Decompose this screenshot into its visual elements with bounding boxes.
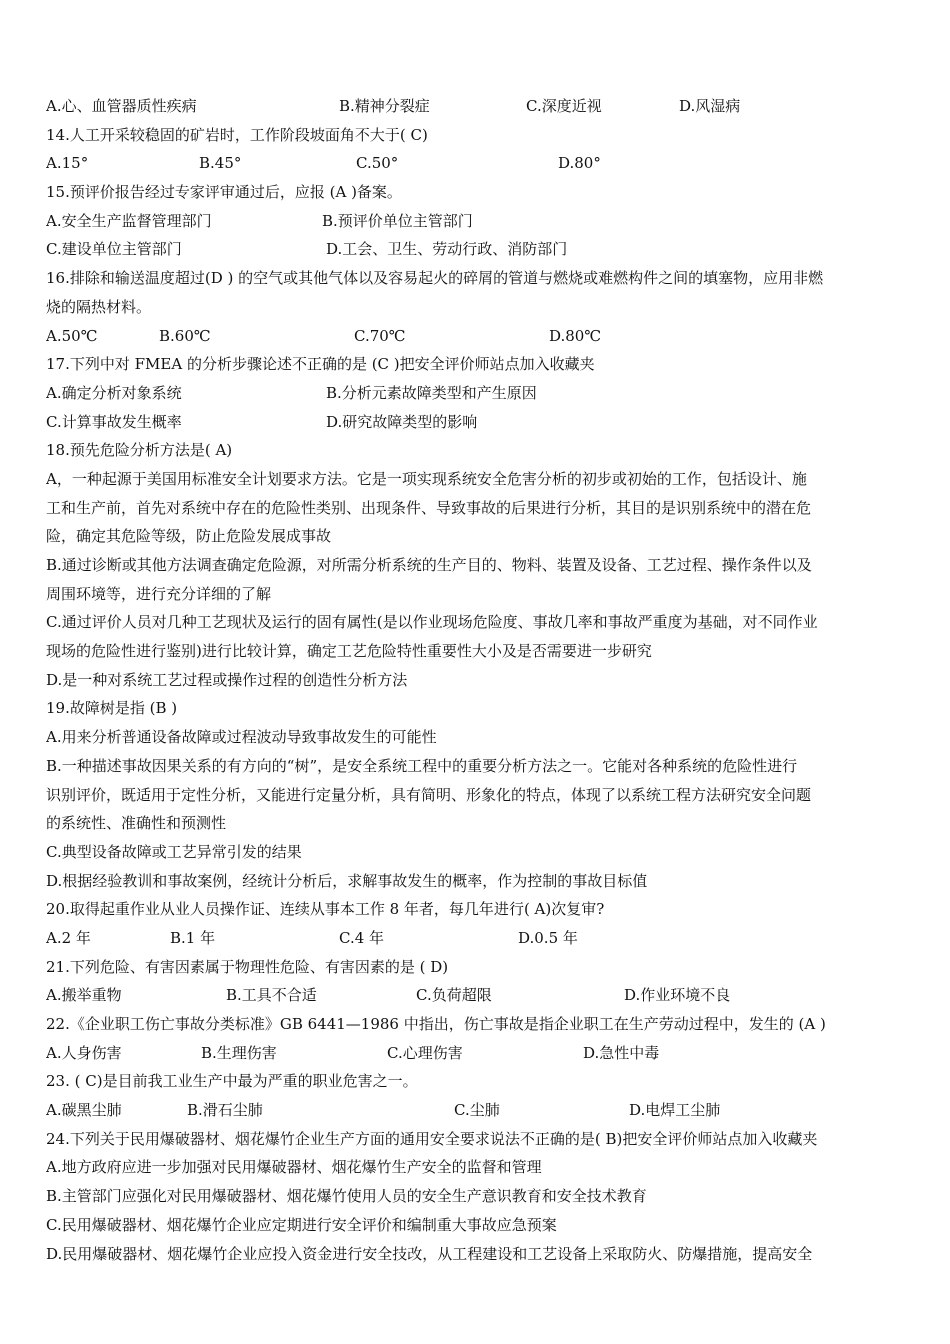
- answer-option: D.研究故障类型的影响: [326, 412, 478, 431]
- text-line: A.用来分析普通设备故障或过程波动导致事故发生的可能性: [46, 728, 437, 747]
- answer-option: A.人身伤害: [46, 1043, 122, 1062]
- answer-option: C.建设单位主管部门: [46, 240, 182, 259]
- answer-option: D.工会、卫生、劳动行政、消防部门: [326, 240, 568, 259]
- options-line: [46, 235, 906, 264]
- answer-option: B.预评价单位主管部门: [322, 211, 473, 230]
- answer-option: D.80℃: [549, 326, 602, 345]
- answer-option: C.70℃: [354, 326, 406, 345]
- text-line: D.根据经验教训和事故案例，经统计分析后，求解事故发生的概率，作为控制的事故目标值: [46, 871, 648, 890]
- answer-option: D.作业环境不良: [624, 986, 731, 1005]
- answer-option: B.生理伤害: [201, 1043, 277, 1062]
- answer-option: B.精神分裂症: [339, 97, 430, 115]
- options-line: [46, 207, 906, 236]
- text-line: 工和生产前，首先对系统中存在的危险性类别、出现条件、导致事故的后果进行分析，其目的是识别系统中的潜在危: [46, 498, 812, 517]
- text-line: 14.人工开采较稳固的矿岩时，工作阶段坡面角不大于( C): [46, 125, 428, 144]
- answer-option: D.80°: [558, 154, 601, 173]
- answer-option: B.滑石尘肺: [187, 1101, 263, 1120]
- options-line: [46, 322, 906, 351]
- text-line: A，一种起源于美国用标准安全计划要求方法。它是一项实现系统安全危害分析的初步或初始的工作，包括设计、施: [46, 469, 807, 488]
- text-line: D.是一种对系统工艺过程或操作过程的创造性分析方法: [46, 670, 408, 689]
- options-line: [46, 379, 906, 408]
- text-line: 23. ( C)是目前我工业生产中最为严重的职业危害之一。: [46, 1072, 418, 1091]
- text-line: 的系统性、准确性和预测性: [46, 814, 227, 833]
- answer-option: A.确定分析对象系统: [46, 383, 182, 402]
- answer-option: B.45°: [199, 154, 242, 173]
- document-page: [46, 92, 906, 1268]
- text-line: 识别评价，既适用于定性分析，又能进行定量分析，具有简明、形象化的特点，体现了以系统工程方法研究安全问题: [46, 785, 812, 804]
- text-line: 16.排除和输送温度超过(D ) 的空气或其他气体以及容易起火的碎屑的管道与燃烧或难燃构件之间的填塞物，应用非燃: [46, 269, 824, 288]
- options-line: [46, 924, 906, 953]
- text-line: 17.下列中对 FMEA 的分析步骤论述不正确的是 (C )把安全评价师站点加入收藏夹: [46, 355, 595, 374]
- answer-option: C.50°: [356, 154, 399, 173]
- answer-option: C.计算事故发生概率: [46, 412, 182, 431]
- answer-option: A.心、血管器质性疾病: [46, 97, 197, 115]
- text-line: 烧的隔热材料。: [46, 297, 152, 316]
- answer-option: B.60℃: [159, 326, 211, 345]
- text-line: B.通过诊断或其他方法调查确定危险源，对所需分析系统的生产目的、物料、装置及设备、工艺过程、操作条件以及: [46, 556, 812, 574]
- answer-option: A.15°: [46, 154, 89, 173]
- text-line: B.一种描述事故因果关系的有方向的“树”，是安全系统工程中的重要分析方法之一。它能对各种系统的危险性进行: [46, 756, 798, 775]
- answer-option: C.负荷超限: [416, 986, 492, 1005]
- text-line: 周围环境等，进行充分详细的了解: [46, 584, 272, 603]
- options-line: [46, 1096, 906, 1125]
- options-line: [46, 1039, 906, 1068]
- text-line: C.典型设备故障或工艺异常引发的结果: [46, 842, 302, 861]
- answer-option: A.2 年: [46, 928, 91, 947]
- answer-option: A.碳黑尘肺: [46, 1101, 122, 1120]
- text-line: 19.故障树是指 (B ): [46, 699, 178, 718]
- text-line: 18.预先危险分析方法是( A): [46, 441, 233, 460]
- options-line: [46, 408, 906, 437]
- answer-option: A.安全生产监督管理部门: [46, 211, 212, 230]
- answer-option: B.工具不合适: [226, 986, 317, 1005]
- options-line: [46, 149, 906, 178]
- text-line: 24.下列关于民用爆破器材、烟花爆竹企业生产方面的通用安全要求说法不正确的是( B)把安全评价师站点加入收藏夹: [46, 1129, 818, 1148]
- text-line: D.民用爆破器材、烟花爆竹企业应投入资金进行安全技改，从工程建设和工艺设备上采取防火、防爆措施，提高安全: [46, 1244, 813, 1263]
- text-line: B.主管部门应强化对民用爆破器材、烟花爆竹使用人员的安全生产意识教育和安全技术教育: [46, 1187, 647, 1206]
- text-line: 20.取得起重作业从业人员操作证、连续从事本工作 8 年者，每几年进行( A)次复审?: [46, 900, 605, 919]
- text-line: 21.下列危险、有害因素属于物理性危险、有害因素的是 ( D): [46, 957, 449, 976]
- answer-option: A.50℃: [46, 326, 98, 345]
- answer-option: C.心理伤害: [387, 1043, 463, 1062]
- text-line: 15.预评价报告经过专家评审通过后，应报 (A )备案。: [46, 183, 402, 202]
- answer-option: D.风湿病: [679, 97, 741, 115]
- answer-option: B.分析元素故障类型和产生原因: [326, 383, 537, 402]
- answer-option: C.深度近视: [526, 97, 602, 115]
- answer-option: D.0.5 年: [518, 928, 578, 947]
- options-line: [46, 92, 906, 121]
- text-line: 险，确定其危险等级，防止危险发展成事故: [46, 527, 332, 546]
- answer-option: D.电焊工尘肺: [629, 1101, 721, 1120]
- text-line: C.民用爆破器材、烟花爆竹企业应定期进行安全评价和编制重大事故应急预案: [46, 1215, 557, 1234]
- options-line: [46, 981, 906, 1010]
- answer-option: C.4 年: [339, 928, 385, 947]
- answer-option: A.搬举重物: [46, 986, 122, 1005]
- text-line: A.地方政府应进一步加强对民用爆破器材、烟花爆竹生产安全的监督和管理: [46, 1158, 542, 1177]
- text-line: 现场的危险性进行鉴别)进行比较计算，确定工艺危险特性重要性大小及是否需要进一步研究: [46, 642, 652, 661]
- answer-option: B.1 年: [170, 928, 216, 947]
- answer-option: C.尘肺: [454, 1101, 500, 1120]
- answer-option: D.急性中毒: [583, 1043, 660, 1062]
- text-line: C.通过评价人员对几种工艺现状及运行的固有属性(是以作业现场危险度、事故几率和事故严重度为基础，对不同作业: [46, 613, 818, 632]
- text-line: 22.《企业职工伤亡事故分类标准》GB 6441—1986 中指出，伤亡事故是指企业职工在生产劳动过程中，发生的 (A ): [46, 1015, 826, 1033]
